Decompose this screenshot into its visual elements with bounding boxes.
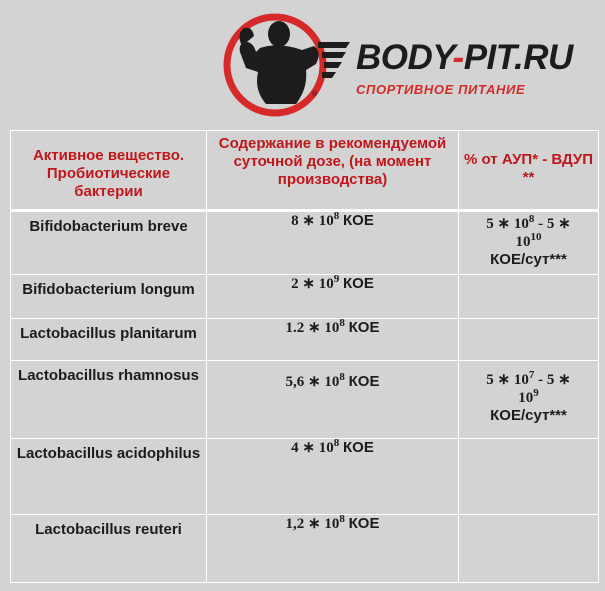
aup-range: 5 ∗ $10^7 - 5$ ∗ $10^9$ КОЕ/сут*** — [459, 361, 599, 439]
aup-range-empty — [459, 319, 599, 361]
daily-amount: 5,6 ∗ $10^8$ КОЕ — [207, 361, 459, 439]
aup-range-empty — [459, 275, 599, 319]
bodybuilder-flexing-icon — [222, 12, 350, 118]
brand-header — [0, 0, 605, 125]
registered-mark: ® — [312, 91, 318, 98]
daily-amount: 1,2 ∗ $10^8$ КОЕ — [207, 515, 459, 583]
table-row — [11, 361, 599, 439]
header-active-substance: Активное вещество. Пробиотические бактерии — [11, 131, 207, 211]
daily-amount: 1.2 ∗ $10^8$ КОЕ — [207, 319, 459, 361]
bacteria-name: Bifidobacterium longum — [11, 275, 207, 319]
bacteria-name: Bifidobacterium breve — [11, 211, 207, 275]
aup-range-empty — [459, 439, 599, 515]
brand-name-part2: PIT.RU — [463, 38, 573, 77]
table-header-row — [11, 131, 599, 211]
daily-amount: 2 ∗ $10^9$ КОЕ — [207, 275, 459, 319]
bacteria-name: Lactobacillus reuteri — [11, 515, 207, 583]
brand-tagline: СПОРТИВНОЕ ПИТАНИЕ — [356, 82, 526, 97]
brand-name-part1: BODY — [356, 38, 453, 77]
brand-name — [356, 38, 573, 78]
header-percent-aup: % от АУП* - ВДУП ** — [459, 131, 599, 211]
table-row — [11, 275, 599, 319]
header-daily-content: Содержание в рекомендуемой суточной дозе, (на момент производства) — [207, 131, 459, 211]
table-row — [11, 439, 599, 515]
bacteria-name: Lactobacillus planitarum — [11, 319, 207, 361]
aup-range: 5 ∗ $10^8 - 5$ ∗ $10^{10}$ КОЕ/сут*** — [459, 211, 599, 275]
brand-name-dash: - — [452, 38, 464, 77]
probiotic-table — [10, 130, 599, 583]
bacteria-name: Lactobacillus acidophilus — [11, 439, 207, 515]
daily-amount: 4 ∗ $10^8$ КОЕ — [207, 439, 459, 515]
bacteria-name: Lactobacillus rhamnosus — [11, 361, 207, 439]
table-row — [11, 319, 599, 361]
table-row — [11, 211, 599, 275]
aup-range-empty — [459, 515, 599, 583]
daily-amount: 8 ∗ $10^8$ КОЕ — [207, 211, 459, 275]
table-row — [11, 515, 599, 583]
